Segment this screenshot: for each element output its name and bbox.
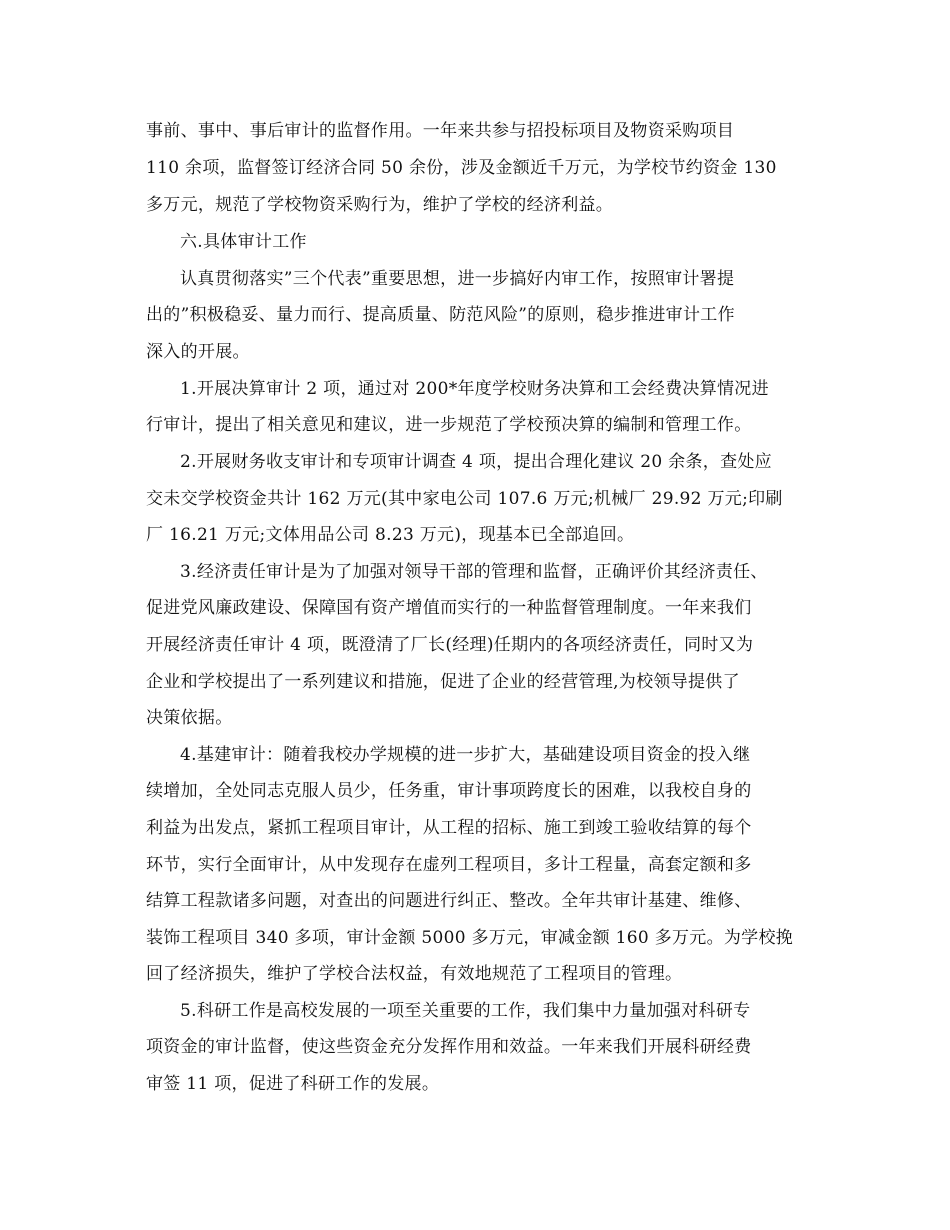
text-line: 续增加，全处同志克服人员少，任务重，审计事项跨度长的困难，以我校自身的 xyxy=(146,781,752,801)
section-heading: 六.具体审计工作 xyxy=(180,232,307,252)
text-line: 5.科研工作是高校发展的一项至关重要的工作，我们集中力量加强对科研专 xyxy=(180,1001,751,1021)
text-line: 3.经济责任审计是为了加强对领导干部的管理和监督，正确评价其经济责任、 xyxy=(180,562,768,582)
text-line: 交未交学校资金共计 162 万元(其中家电公司 107.6 万元;机械厂 29.92 万元;印刷 xyxy=(146,489,783,509)
text-line: 开展经济责任审计 4 项，既澄清了厂长(经理)任期内的各项经济责任，同时又为 xyxy=(146,635,754,655)
text-line: 厂 16.21 万元;文体用品公司 8.23 万元)，现基本已全部追回。 xyxy=(146,525,635,545)
text-line: 项资金的审计监督，使这些资金充分发挥作用和效益。一年来我们开展科研经费 xyxy=(146,1037,752,1057)
text-line: 深入的开展。 xyxy=(146,342,250,362)
text-line: 环节，实行全面审计，从中发现存在虚列工程项目，多计工程量，高套定额和多 xyxy=(146,855,752,875)
text-line: 企业和学校提出了一系列建议和措施，促进了企业的经营管理,为校领导提供了 xyxy=(146,672,740,692)
text-line: 4.基建审计：随着我校办学规模的进一步扩大，基础建设项目资金的投入继 xyxy=(180,745,751,765)
text-line: 认真贯彻落实”三个代表”重要思想，进一步搞好内审工作，按照审计署提 xyxy=(180,269,735,289)
text-line: 行审计，提出了相关意见和建议，进一步规范了学校预决算的编制和管理工作。 xyxy=(146,415,752,435)
text-line: 结算工程款诸多问题，对查出的问题进行纠正、整改。全年共审计基建、维修、 xyxy=(146,891,752,911)
text-line: 多万元，规范了学校物资采购行为，维护了学校的经济利益。 xyxy=(146,195,614,215)
text-line: 事前、事中、事后审计的监督作用。一年来共参与招投标项目及物资采购项目 xyxy=(146,121,735,141)
text-line: 利益为出发点，紧抓工程项目审计，从工程的招标、施工到竣工验收结算的每个 xyxy=(146,818,752,838)
text-line: 1.开展决算审计 2 项，通过对 200*年度学校财务决算和工会经费决算情况进 xyxy=(180,379,769,399)
text-line: 回了经济损失，维护了学校合法权益，有效地规范了工程项目的管理。 xyxy=(146,964,683,984)
text-line: 决策依据。 xyxy=(146,708,233,728)
text-line: 出的”积极稳妥、量力而行、提高质量、防范风险”的原则，稳步推进审计工作 xyxy=(146,305,735,325)
text-line: 110 余项，监督签订经济合同 50 余份，涉及金额近千万元，为学校节约资金 130 xyxy=(146,158,777,178)
text-line: 促进党风廉政建设、保障国有资产增值而实行的一种监督管理制度。一年来我们 xyxy=(146,598,752,618)
text-line: 2.开展财务收支审计和专项审计调查 4 项，提出合理化建议 20 余条，查处应 xyxy=(180,452,772,472)
text-line: 审签 11 项，促进了科研工作的发展。 xyxy=(146,1074,440,1094)
text-line: 装饰工程项目 340 多项，审计金额 5000 多万元，审减金额 160 多万元。为学校挽 xyxy=(146,928,794,948)
